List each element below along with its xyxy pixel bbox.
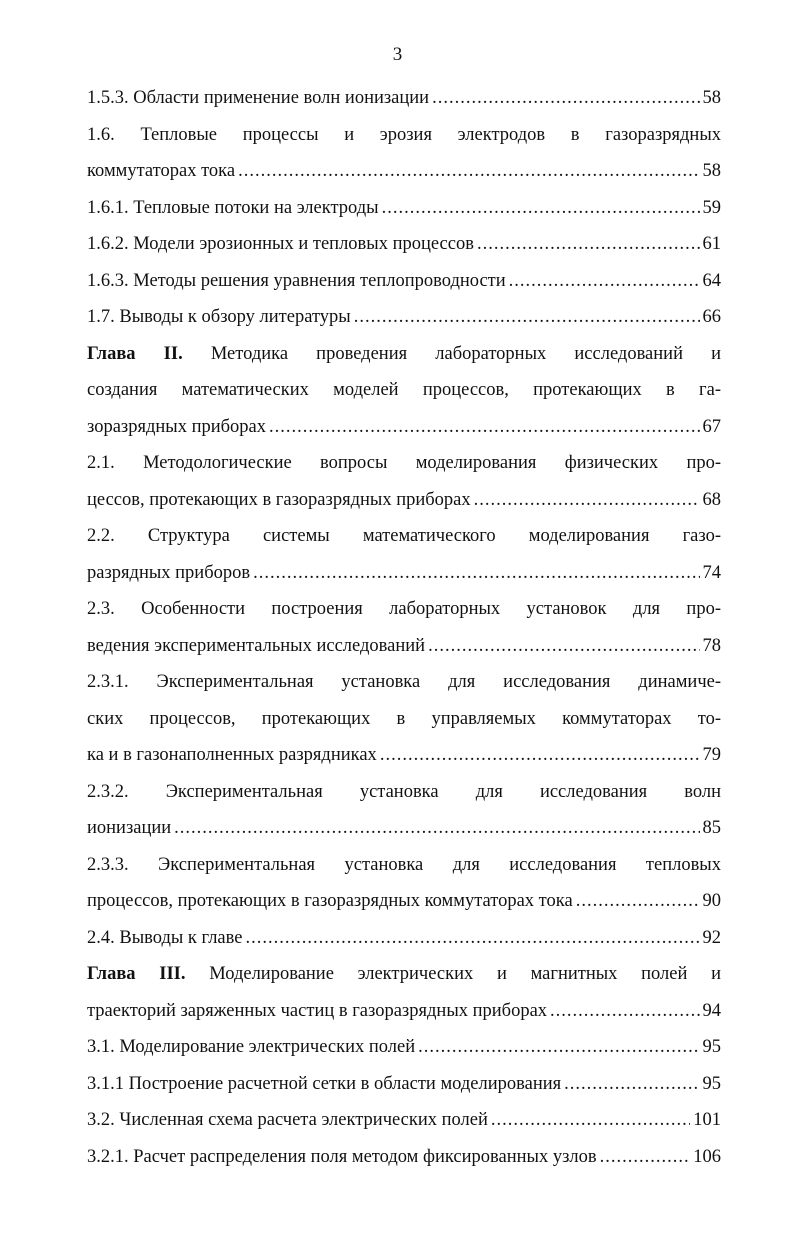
toc-entry-last-line xyxy=(87,555,721,592)
toc-entry-line xyxy=(87,701,721,738)
toc-entry-text: ка и в газонаполненных разрядниках xyxy=(87,745,377,765)
toc-entry-last-line xyxy=(87,226,721,263)
toc-entry-text: 3.1.1 Построение расчетной сетки в области моделирования xyxy=(87,1073,562,1094)
page-number: 3 xyxy=(392,44,403,65)
toc-entry xyxy=(87,117,721,190)
toc-entry-text: 2.3.3. Экспериментальная установка для исследования тепловых xyxy=(87,854,721,875)
dot-leader xyxy=(418,1029,699,1066)
toc-entry-line xyxy=(87,336,721,373)
toc-entry-text: 1.6. Тепловые процессы и эрозия электродов в газоразрядных xyxy=(87,124,721,145)
toc-page-number: 67 xyxy=(702,416,721,437)
dot-leader xyxy=(432,80,699,117)
toc-entry-text: 1.7. Выводы к обзору литературы xyxy=(87,307,351,327)
dot-leader xyxy=(600,1139,691,1176)
dot-leader xyxy=(174,810,699,847)
toc-page-number: 79 xyxy=(702,745,721,765)
dot-leader xyxy=(238,153,699,190)
toc-entry-text: 2.3.1. Экспериментальная установка для исследования динамиче- xyxy=(87,672,721,692)
toc-page-number: 78 xyxy=(702,635,721,656)
toc-entry-line xyxy=(87,372,721,409)
dot-leader xyxy=(509,263,700,300)
toc-entry-last-line xyxy=(87,810,721,847)
toc-entry-text: ских процессов, протекающих в управляемых коммутаторах то- xyxy=(87,708,721,729)
toc-entry-text: цессов, протекающих в газоразрядных приборах xyxy=(87,489,471,510)
toc-entry-line xyxy=(87,445,721,482)
toc-entry xyxy=(87,80,721,117)
toc-entry-line xyxy=(87,847,721,884)
toc-entry-line xyxy=(87,664,721,701)
toc-entry xyxy=(87,847,721,920)
toc-entry-line xyxy=(87,774,721,811)
toc-entry-text: 1.5.3. Области применение волн ионизации xyxy=(87,88,430,108)
toc-entry-last-line xyxy=(87,482,721,519)
dot-leader xyxy=(245,920,699,957)
chapter-label: Глава II. xyxy=(87,343,183,364)
toc-entry-line xyxy=(87,117,721,154)
toc-entry-last-line xyxy=(87,153,721,190)
toc-entry xyxy=(87,956,721,1029)
toc-page-number: 85 xyxy=(702,818,721,838)
toc-entry xyxy=(87,263,721,300)
toc-entry xyxy=(87,920,721,957)
toc-entry-text: 3.1. Моделирование электрических полей xyxy=(87,1037,416,1057)
toc-entry-text: 1.6.1. Тепловые потоки на электроды xyxy=(87,197,379,218)
toc-page-number: 64 xyxy=(702,270,721,291)
dot-leader xyxy=(428,628,699,665)
toc-entry xyxy=(87,336,721,446)
toc-entry-text: ионизации xyxy=(87,818,172,838)
toc-entry-last-line xyxy=(87,920,721,957)
dot-leader xyxy=(550,993,699,1030)
toc-entry-last-line xyxy=(87,628,721,665)
toc-page-number: 94 xyxy=(702,1000,721,1021)
toc-entry-last-line xyxy=(87,190,721,227)
toc-page-number: 59 xyxy=(702,197,721,218)
toc-entry-last-line xyxy=(87,299,721,336)
toc-entry xyxy=(87,518,721,591)
toc-entry-last-line xyxy=(87,409,721,446)
toc-entry-line xyxy=(87,591,721,628)
toc-page-number: 101 xyxy=(693,1110,721,1130)
table-of-contents xyxy=(87,80,721,1175)
toc-entry xyxy=(87,1102,721,1139)
toc-entry-text: Глава III. Моделирование электрических и магнитных полей и xyxy=(87,964,722,984)
dot-leader xyxy=(253,555,699,592)
toc-entry xyxy=(87,445,721,518)
toc-entry-text: 2.4. Выводы к главе xyxy=(87,927,243,948)
toc-entry-text: зоразрядных приборах xyxy=(87,416,267,437)
dot-leader xyxy=(354,299,700,336)
toc-entry-text: Глава II. Методика проведения лабораторных исследований и xyxy=(87,343,722,364)
toc-entry xyxy=(87,664,721,774)
toc-entry-text: создания математических моделей процессов, протекающих в га- xyxy=(87,380,721,400)
toc-page-number: 61 xyxy=(702,234,721,254)
dot-leader xyxy=(474,482,700,519)
toc-entry-line xyxy=(87,518,721,555)
dot-leader xyxy=(380,737,700,774)
chapter-label: Глава III. xyxy=(87,964,186,984)
toc-entry xyxy=(87,1139,721,1176)
dot-leader xyxy=(576,883,700,920)
toc-entry xyxy=(87,1066,721,1103)
toc-entry-text: 2.1. Методологические вопросы моделирования физических про- xyxy=(87,453,721,473)
toc-entry-text: 1.6.3. Методы решения уравнения теплопроводности xyxy=(87,270,506,291)
dot-leader xyxy=(564,1066,699,1103)
toc-entry-last-line xyxy=(87,883,721,920)
toc-entry-text: процессов, протекающих в газоразрядных коммутаторах тока xyxy=(87,891,573,911)
toc-entry-last-line xyxy=(87,80,721,117)
toc-entry xyxy=(87,190,721,227)
toc-entry-text: траекторий заряженных частиц в газоразрядных приборах xyxy=(87,1000,548,1021)
toc-entry-text: 1.6.2. Модели эрозионных и тепловых процессов xyxy=(87,234,474,254)
toc-entry-line xyxy=(87,956,721,993)
toc-page-number: 66 xyxy=(702,307,721,327)
toc-entry-text: ведения экспериментальных исследований xyxy=(87,635,426,656)
dot-leader xyxy=(477,226,700,263)
toc-entry xyxy=(87,1029,721,1066)
toc-entry-text: 2.3. Особенности построения лабораторных установок для про- xyxy=(87,599,721,619)
dot-leader xyxy=(269,409,699,446)
toc-entry-text: 2.2. Структура системы математического моделирования газо- xyxy=(87,526,721,546)
toc-entry-text: 3.2. Численная схема расчета электрических полей xyxy=(87,1110,488,1130)
toc-entry-text: 2.3.2. Экспериментальная установка для исследования волн xyxy=(87,781,721,802)
toc-page-number: 68 xyxy=(702,489,721,510)
toc-entry-last-line xyxy=(87,1139,721,1176)
toc-page-number: 90 xyxy=(702,891,721,911)
toc-page-number: 95 xyxy=(702,1073,721,1094)
toc-entry-last-line xyxy=(87,1029,721,1066)
dot-leader xyxy=(382,190,700,227)
toc-page-number: 92 xyxy=(702,927,721,948)
toc-entry-last-line xyxy=(87,1102,721,1139)
toc-page-number: 74 xyxy=(702,562,721,583)
toc-entry-last-line xyxy=(87,263,721,300)
toc-entry xyxy=(87,774,721,847)
toc-page-number: 58 xyxy=(702,88,721,108)
toc-page-number: 106 xyxy=(693,1146,721,1167)
dot-leader xyxy=(491,1102,690,1139)
toc-entry-last-line xyxy=(87,737,721,774)
toc-entry-text: коммутаторах тока xyxy=(87,161,236,181)
toc-entry-text: 3.2.1. Расчет распределения поля методом фиксированных узлов xyxy=(87,1146,597,1167)
toc-entry xyxy=(87,591,721,664)
toc-entry xyxy=(87,299,721,336)
toc-entry-last-line xyxy=(87,993,721,1030)
toc-page-number: 95 xyxy=(702,1037,721,1057)
toc-entry-last-line xyxy=(87,1066,721,1103)
toc-entry xyxy=(87,226,721,263)
toc-entry-text: разрядных приборов xyxy=(87,562,251,583)
toc-page-number: 58 xyxy=(702,161,721,181)
